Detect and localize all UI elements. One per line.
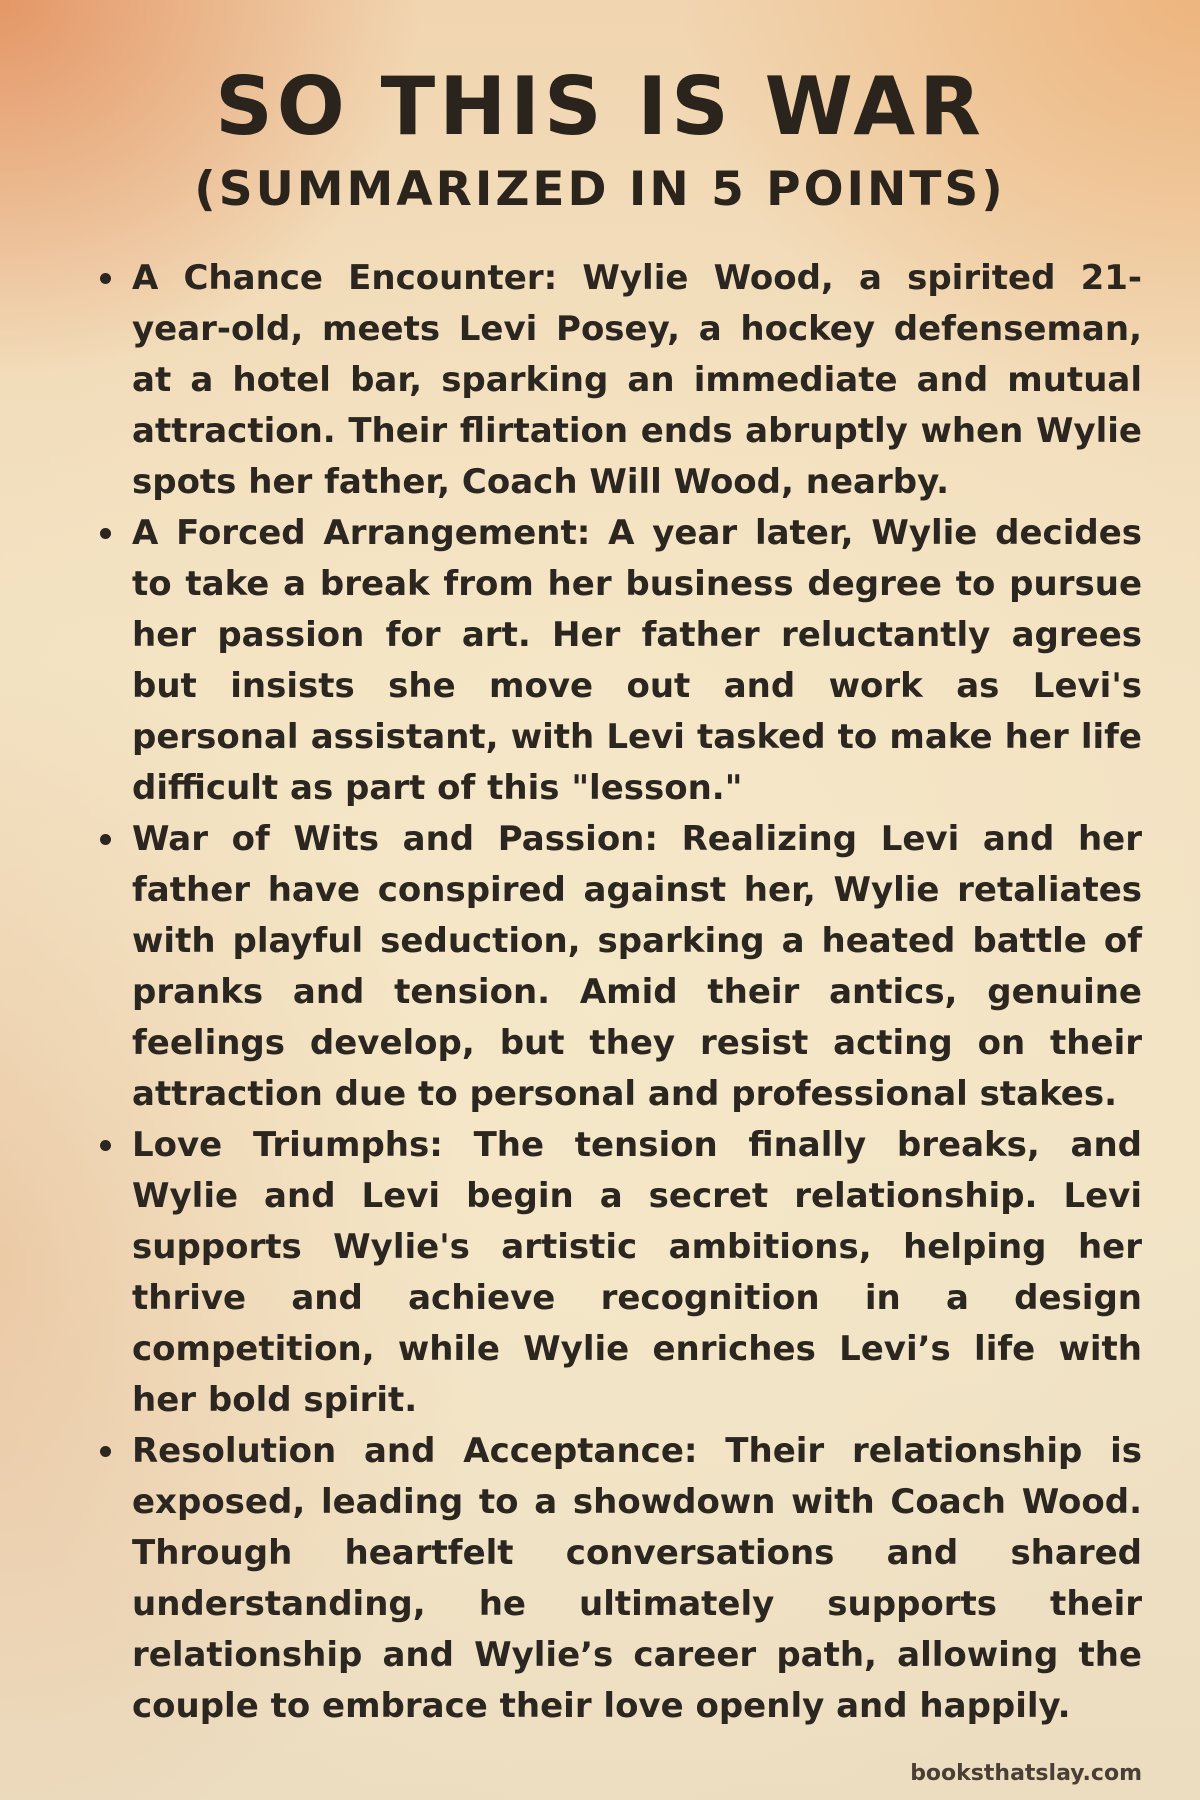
- point-heading: A Chance Encounter:: [132, 258, 558, 298]
- point-heading: Resolution and Acceptance:: [132, 1431, 698, 1471]
- point-text: Realizing Levi and her father have conspired against her, Wylie retaliates with playful seduction, sparking a heated battle of pranks and tension. Amid their antics, genuine feelings develop, but they resist acting on their attraction due to personal and professional stakes.: [132, 819, 1142, 1114]
- summary-point-3: [92, 814, 1142, 1120]
- bullet-icon: [100, 834, 111, 845]
- point-text: Wylie Wood, a spirited 21-year-old, meets Levi Posey, a hockey defenseman, at a hotel bar, sparking an immediate and mutual attraction. Their flirtation ends abruptly when Wylie spots her father, Coach Will Wood, nearby.: [132, 258, 1142, 502]
- summary-point-1: [92, 253, 1142, 508]
- bullet-icon: [100, 1446, 111, 1457]
- point-heading: Love Triumphs:: [132, 1125, 443, 1165]
- page-title: SO THIS IS WAR: [215, 60, 985, 153]
- bullet-icon: [100, 1140, 111, 1151]
- site-link[interactable]: booksthatslay.com: [910, 1761, 1142, 1786]
- summary-point-5: [92, 1426, 1142, 1732]
- summary-point-4: [92, 1120, 1142, 1426]
- page-subtitle: (SUMMARIZED IN 5 POINTS): [194, 162, 1006, 217]
- point-heading: War of Wits and Passion:: [132, 819, 658, 859]
- point-text: The tension finally breaks, and Wylie and Levi begin a secret relationship. Levi supports Wylie's artistic ambitions, helping her thrive and achieve recognition in a design competition, while Wylie enriches Levi’s life with her bold spirit.: [132, 1125, 1142, 1420]
- bullet-icon: [100, 273, 111, 284]
- bullet-icon: [100, 528, 111, 539]
- point-text: A year later, Wylie decides to take a break from her business degree to pursue her passion for art. Her father reluctantly agrees but insists she move out and work as Levi's personal assistant, with Levi tasked to make her life difficult as part of this "lesson.": [132, 513, 1142, 808]
- point-text: Their relationship is exposed, leading to a showdown with Coach Wood. Through heartfelt conversations and shared understanding, he ultimately supports their relationship and Wylie’s career path, allowing the couple to embrace their love openly and happily.: [132, 1431, 1142, 1726]
- summary-points-list: [92, 253, 1142, 1732]
- point-heading: A Forced Arrangement:: [132, 513, 591, 553]
- summary-point-2: [92, 508, 1142, 814]
